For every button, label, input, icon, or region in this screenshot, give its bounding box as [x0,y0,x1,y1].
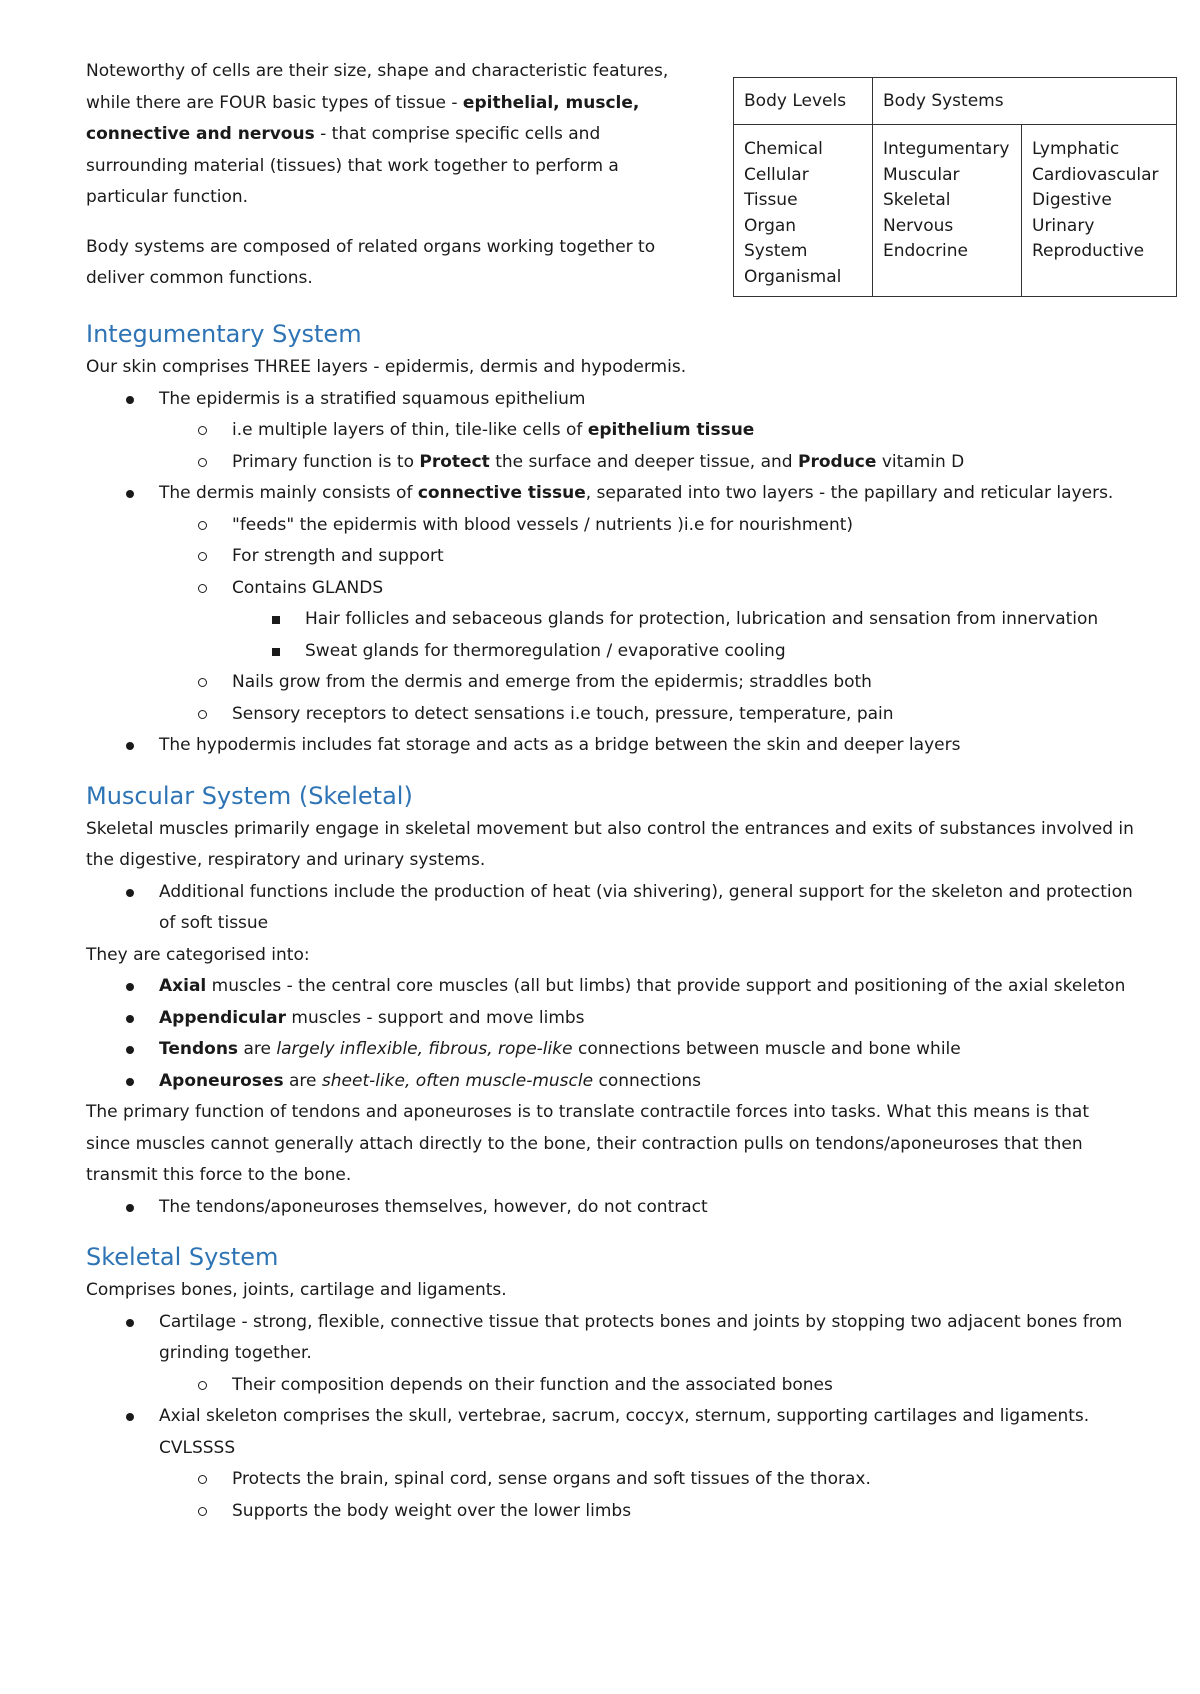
levels-column: Chemical Cellular Tissue Organ System Organismal [734,125,873,297]
list-item: The dermis mainly consists of connective tissue, separated into two layers - the papillary and reticular layers. [86,478,1136,510]
list-item: Protects the brain, spinal cord, sense organs and soft tissues of the thorax. [86,1464,1136,1496]
list-item: Tendons are largely inflexible, fibrous, rope-like connections between muscle and bone while [86,1034,1136,1066]
muscular-list-1 [86,877,1136,940]
main-content [86,316,1136,1543]
intro [86,56,706,313]
intro-paragraph-2: Body systems are composed of related organs working together to deliver common functions. [86,236,656,288]
list-item: Axial muscles - the central core muscles (all but limbs) that provide support and positioning of the axial skeleton [86,971,1136,1003]
list-item: The tendons/aponeuroses themselves, however, do not contract [86,1192,1136,1224]
integumentary-intro: Our skin comprises THREE layers - epidermis, dermis and hypodermis. [86,357,687,377]
heading-muscular: Muscular System (Skeletal) [86,781,413,810]
header-body-systems: Body Systems [873,78,1177,125]
list-item: Sweat glands for thermoregulation / evaporative cooling [86,636,1136,668]
heading-integumentary: Integumentary System [86,320,362,348]
section-integumentary [86,316,1136,762]
section-muscular [86,778,1136,1224]
muscular-list-3 [86,1192,1136,1224]
list-item: i.e multiple layers of thin, tile-like cells of epithelium tissue [86,415,1136,447]
systems-column-2: Lymphatic Cardiovascular Digestive Urinary Reproductive [1022,125,1177,297]
list-item: Contains GLANDS [86,573,1136,605]
muscular-list-2 [86,971,1136,1097]
header-body-levels: Body Levels [734,78,873,125]
list-item: Aponeuroses are sheet-like, often muscle-muscle connections [86,1066,1136,1098]
skeletal-list [86,1307,1136,1528]
list-item: Hair follicles and sebaceous glands for protection, lubrication and sensation from innervation [86,604,1136,636]
list-item: For strength and support [86,541,1136,573]
systems-column-1: Integumentary Muscular Skeletal Nervous Endocrine [873,125,1022,297]
list-item: Appendicular muscles - support and move limbs [86,1003,1136,1035]
list-item: Supports the body weight over the lower limbs [86,1496,1136,1528]
body-levels-table [733,77,1177,297]
skeletal-intro: Comprises bones, joints, cartilage and ligaments. [86,1280,507,1300]
list-item: Nails grow from the dermis and emerge from the epidermis; straddles both [86,667,1136,699]
list-item: Sensory receptors to detect sensations i.e touch, pressure, temperature, pain [86,699,1136,731]
list-item: Their composition depends on their function and the associated bones [86,1370,1136,1402]
section-skeletal [86,1239,1136,1527]
list-item: Axial skeleton comprises the skull, vertebrae, sacrum, coccyx, sternum, supporting cartilages and ligaments. CVLSSSS [86,1401,1136,1464]
list-item: "feeds" the epidermis with blood vessels / nutrients )i.e for nourishment) [86,510,1136,542]
muscular-intro: Skeletal muscles primarily engage in skeletal movement but also control the entrances and exits of substances involved in the digestive, respiratory and urinary systems. [86,818,1134,870]
integumentary-list [86,384,1136,762]
list-item: Additional functions include the production of heat (via shivering), general support for the skeleton and protection of soft tissue [86,877,1136,940]
muscular-categories-label: They are categorised into: [86,944,310,965]
list-item: Primary function is to Protect the surface and deeper tissue, and Produce vitamin D [86,447,1136,479]
muscular-primary-function: The primary function of tendons and aponeuroses is to translate contractile forces into tasks. What this means is that since muscles cannot generally attach directly to the bone, their contraction pulls on tendons/aponeuroses that then transmit this force to the bone. [86,1102,1090,1185]
list-item: The hypodermis includes fat storage and acts as a bridge between the skin and deeper layers [86,730,1136,762]
heading-skeletal: Skeletal System [86,1243,279,1271]
list-item: The epidermis is a stratified squamous epithelium [86,384,1136,416]
list-item: Cartilage - strong, flexible, connective tissue that protects bones and joints by stopping two adjacent bones from grinding together. [86,1307,1136,1370]
intro-paragraph-1: Noteworthy of cells are their size, shape and characteristic features, while there are FOUR basic types of tissue - epithelial, muscle, connective and nervous - that comprise specific cells and surrounding material (tissues) that work together to perform a particular function. [86,61,669,207]
